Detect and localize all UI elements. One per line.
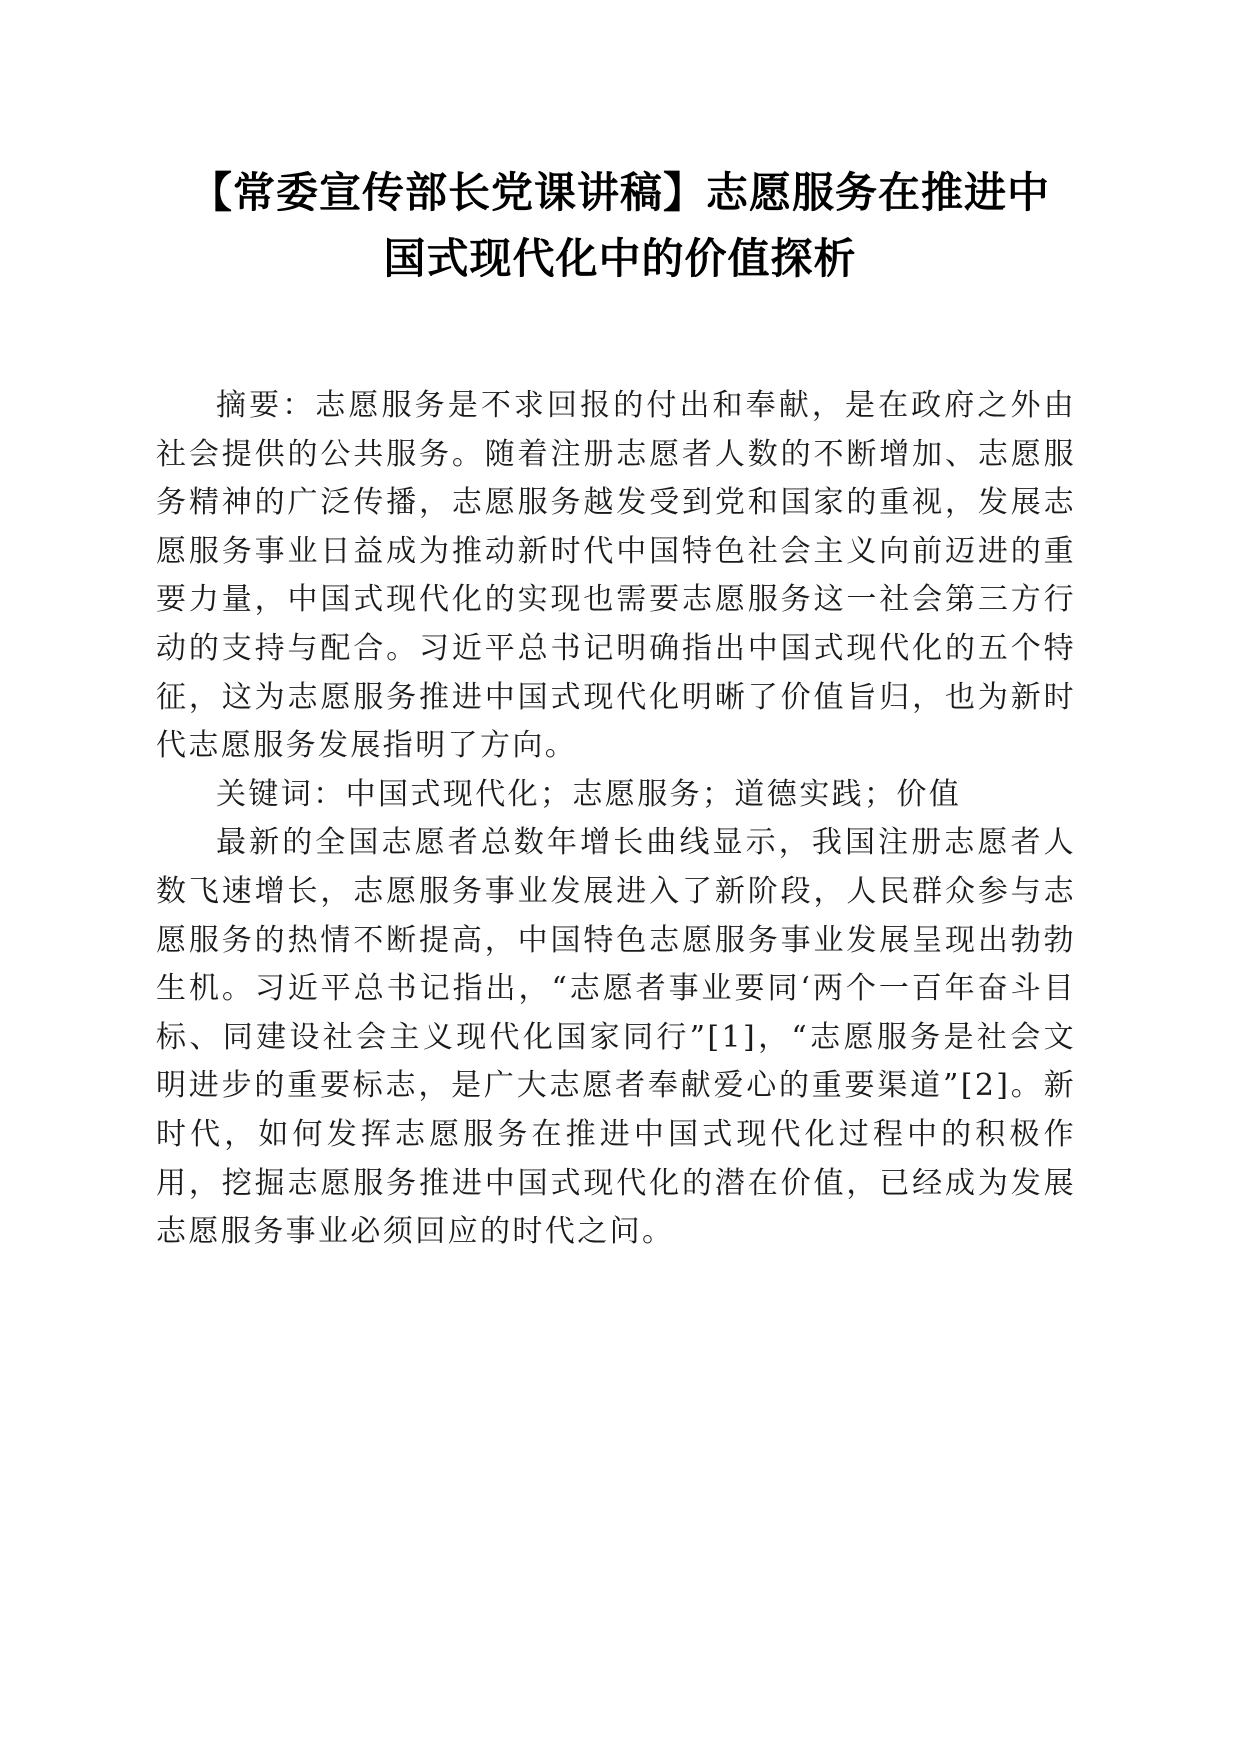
document-title (150, 160, 1090, 292)
title-line-2: 国式现代化中的价值探析 (383, 234, 857, 283)
title-line-1: 【常委宣传部长党课讲稿】志愿服务在推进中 (189, 168, 1050, 217)
keywords-line: 关键词：中国式现代化；志愿服务；道德实践；价值 (216, 776, 962, 812)
document-body (156, 382, 1076, 1257)
body-paragraph: 最新的全国志愿者总数年增长曲线显示，我国注册志愿者人数飞速增长，志愿服务事业发展进入了新阶段，人民群众参与志愿服务的热情不断提高，中国特色志愿服务事业发展呈现出勃勃生机。习近平总书记指出，“志愿者事业要同‘两个一百年奋斗目标、同建设社会主义现代化国家同行”[1]，“志愿服务是社会文明进步的重要标志，是广大志愿者奉献爱心的重要渠道”[2]。新时代，如何发挥志愿服务在推进中国式现代化过程中的积极作用，挖掘志愿服务推进中国式现代化的潜在价值，已经成为发展志愿服务事业必须回应的时代之问。 (156, 825, 1076, 1250)
abstract-paragraph: 摘要：志愿服务是不求回报的付出和奉献，是在政府之外由社会提供的公共服务。随着注册志愿者人数的不断增加、志愿服务精神的广泛传播，志愿服务越发受到党和国家的重视，发展志愿服务事业日益成为推动新时代中国特色社会主义向前迈进的重要力量，中国式现代化的实现也需要志愿服务这一社会第三方行动的支持与配合。习近平总书记明确指出中国式现代化的五个特征，这为志愿服务推进中国式现代化明晰了价值旨归，也为新时代志愿服务发展指明了方向。 (156, 388, 1076, 764)
